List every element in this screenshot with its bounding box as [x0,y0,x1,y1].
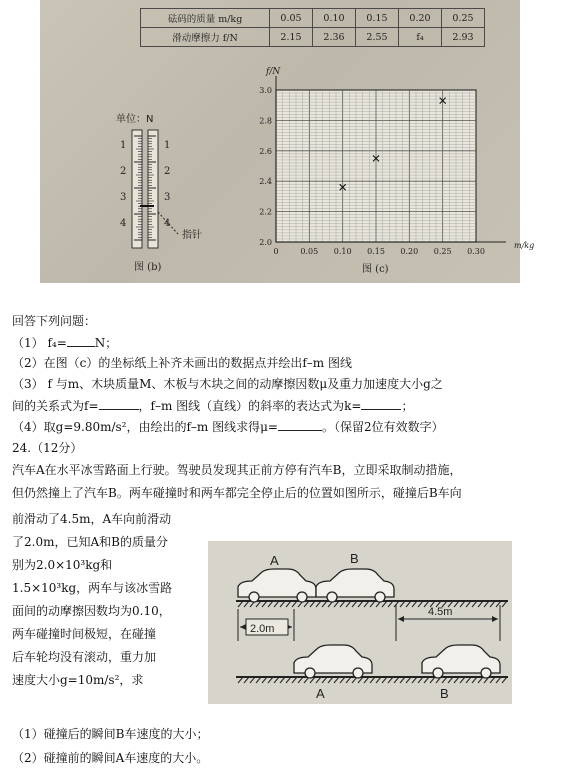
car-collision-figure [208,541,512,704]
scale-body-left [132,130,142,248]
problem-24-header: 24.（12分） [12,441,83,455]
y-tick-label: 3.0 [259,86,272,95]
x-tick-label: 0.10 [333,247,352,256]
answer-blank [278,418,322,431]
table-cell: 0.15 [356,9,399,28]
tick-label-right: 3 [164,192,171,203]
tick-label-left: 1 [120,140,127,151]
label-b-top: B [350,551,359,566]
x-tick-label: 0.15 [367,247,385,256]
problem-24-side-line: 1.5×10³kg，两车与该冰雪路 [12,581,173,595]
answer-blank [99,397,139,410]
table-row [141,9,485,28]
answer-blank [67,334,95,347]
table-cell: 2.36 [313,28,356,47]
q4-text-a: （4）取g=9.80m/s²，由绘出的f–m 图线求得μ= [12,420,278,434]
tick-label-right: 1 [164,140,171,151]
problem-24-side-line: 了2.0m，已知A和B的质量分 [12,535,168,549]
table-cell: 2.15 [270,28,313,47]
y-tick-label: 2.6 [259,146,272,156]
problem-24-sub-2: （2）碰撞前的瞬间A车速度的大小。 [12,751,209,765]
y-tick-label: 2.4 [259,177,272,187]
y-tick-label: 2.0 [259,238,272,247]
problem-24-side-line: 两车碰撞时间极短，在碰撞 [12,627,157,641]
question-3-line-2 [12,397,413,414]
tick-label-right: 2 [164,166,171,177]
problem-24-side-line: 别为2.0×10³kg和 [12,558,113,572]
q1-text-a: （1） f₄= [12,336,67,350]
tick-label-left: 2 [120,166,127,177]
table-cell: 0.05 [270,9,313,28]
table-cell: 0.20 [399,9,442,28]
problem-24-side-line: 速度大小g=10m/s²，求 [12,673,144,687]
x-tick-label: 0.20 [400,247,419,256]
problem-24-side-line: 面间的动摩擦因数均为0.10， [12,604,171,618]
answer-blank [361,397,401,410]
f-m-chart [236,60,546,282]
car-b-top [316,569,394,602]
table-cell: 2.93 [442,28,485,47]
table-cell: 0.10 [313,9,356,28]
x-tick-label: 0.30 [467,247,485,256]
y-tick-label: 2.2 [259,207,272,217]
tick-label-left: 4 [120,218,127,229]
x-tick-label: 0.05 [300,247,319,256]
label-a-top: A [270,553,279,568]
table-cell: 0.25 [442,9,485,28]
question-3-line-1: （3） f 与m、木块质量M、木板与木块之间的动摩擦因数μ及重力加速度大小g之 [12,377,443,391]
x-axis-label: m/kg [514,241,535,250]
q3-text-a: 间的关系式为f= [12,399,99,413]
experiment-photo [40,0,535,283]
problem-24-sub-1: （1）碰撞后的瞬间B车速度的大小； [12,727,209,741]
dist-b-label: 4.5m [428,606,453,618]
x-tick-label: 0.25 [433,247,452,256]
intro-text: 回答下列问题： [12,314,97,328]
unit-label: 单位：N [116,114,154,125]
question-1 [12,334,117,351]
table-row [141,28,485,47]
spring-scale-figure [112,108,222,278]
x-tick-label: 0 [273,247,279,256]
question-4 [12,418,444,435]
problem-24-side-line: 后车轮均没有滚动，重力加 [12,650,157,664]
fig-c-caption: 图 (c) [362,264,389,275]
label-b-bottom: B [440,686,449,701]
table-cell: f₄ [399,28,442,47]
fig-b-caption: 图 (b) [134,262,162,273]
chart-grid [276,76,506,242]
q3-text-c: ； [401,399,414,413]
scale-body-right [148,130,158,248]
q3-text-b: ，f–m 图线（直线）的斜率的表达式为k= [138,399,362,413]
table-row-label: 砝码的质量 m/kg [141,9,270,28]
question-2: （2）在图（c）的坐标纸上补齐未画出的数据点并绘出f–m 图线 [12,356,352,370]
tick-label-left: 3 [120,192,127,203]
car-a-top [238,569,316,602]
q4-text-b: 。（保留2位有效数字） [321,420,444,434]
problem-24-side-line: 前滑动了4.5m，A车向前滑动 [12,512,172,526]
car-a-bottom [294,645,372,678]
problem-24-line-1: 汽车A在水平冰雪路面上行驶。驾驶员发现其正前方停有汽车B，立即采取制动措施， [12,463,462,477]
label-a-bottom: A [316,686,325,701]
tick-label-right: 4 [164,218,171,229]
data-table [140,8,485,47]
car-b-bottom [422,645,500,678]
q1-text-b: N； [94,336,118,350]
pointer-label: 指针 [182,230,202,241]
dist-a-label: 2.0m [250,623,275,635]
y-tick-label: 2.8 [259,116,272,126]
y-axis-label: f/N [266,67,281,77]
table-cell: 2.55 [356,28,399,47]
problem-24-line-2: 但仍然撞上了汽车B。两车碰撞时和两车都完全停止后的位置如图所示，碰撞后B车向 [12,486,462,500]
table-row-label: 滑动摩擦力 f/N [141,28,270,47]
